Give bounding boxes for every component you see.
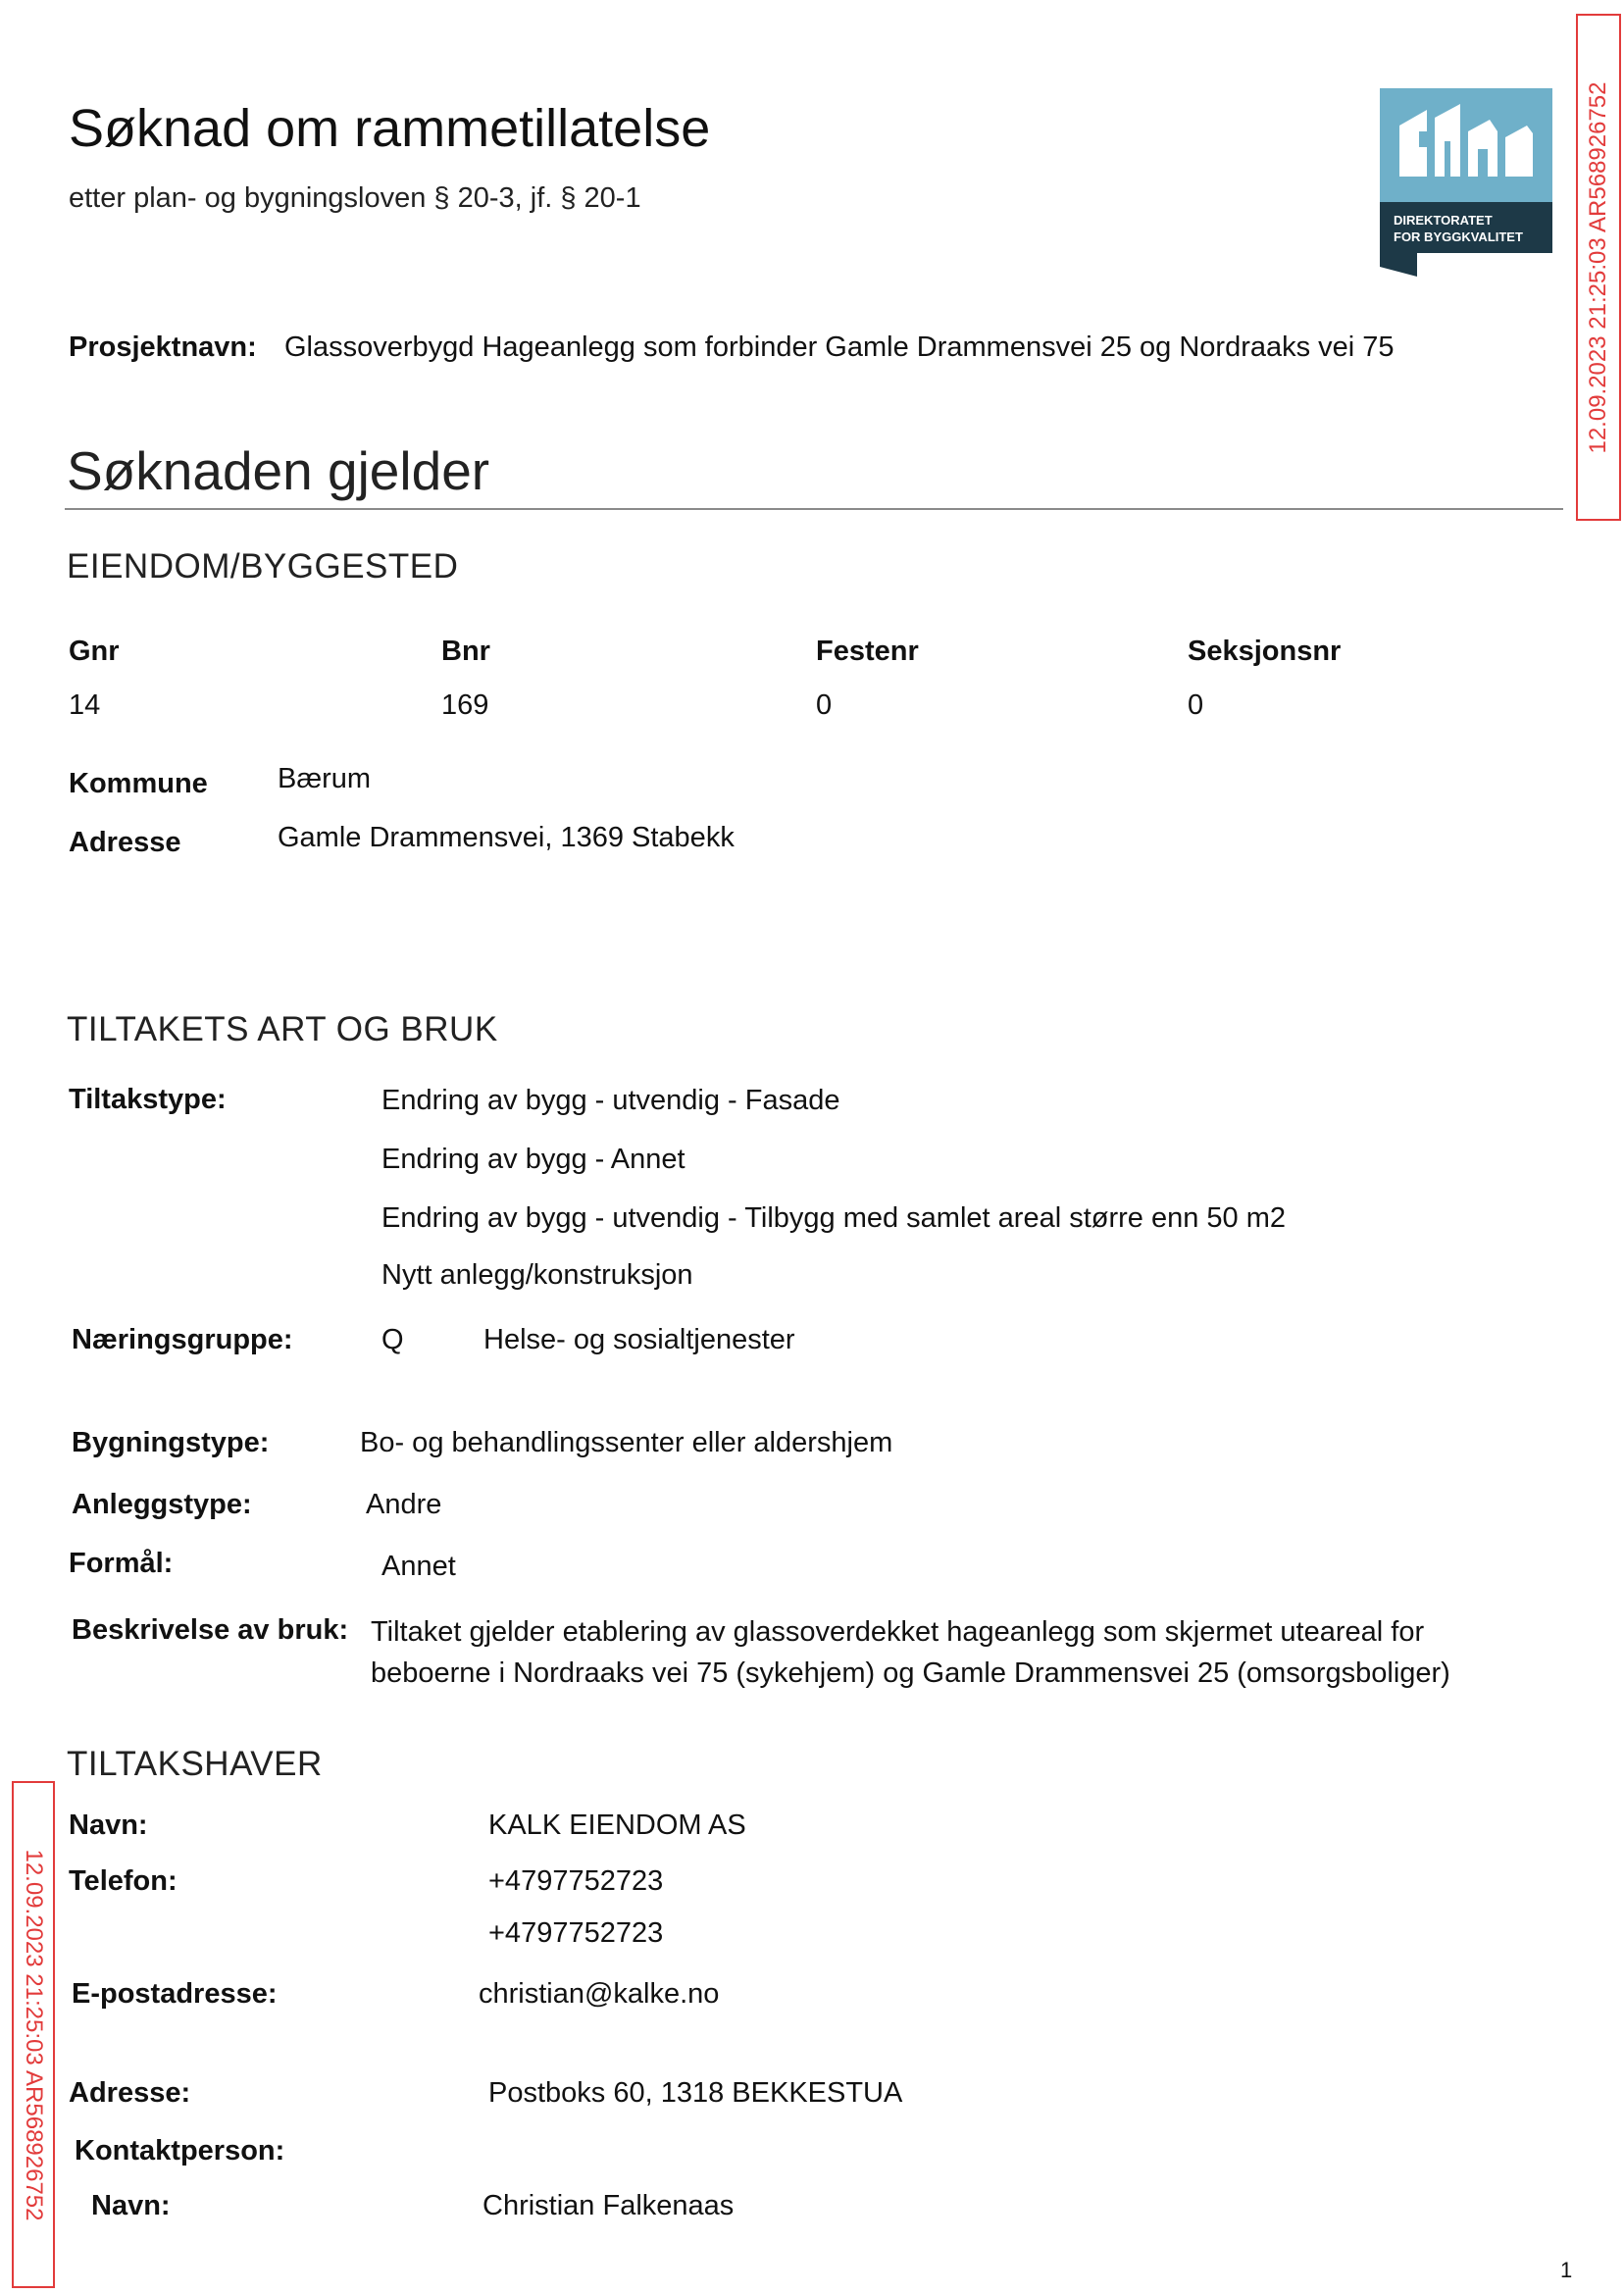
beskrivelse-label: Beskrivelse av bruk:	[72, 1614, 349, 1646]
anleggstype-label: Anleggstype:	[72, 1489, 252, 1520]
beskrivelse-value: Tiltaket gjelder etablering av glassoverdekket hageanlegg som skjermet uteareal for beboerne i Nordraaks vei 75 (sykehjem) og Gamle Drammensvei 25 (omsorgsboliger)	[371, 1616, 1450, 1689]
bnr-label: Bnr	[441, 636, 490, 667]
section-divider	[65, 508, 1563, 510]
epost-label: E-postadresse:	[72, 1978, 278, 2010]
tiltakshaver-adresse-value: Postboks 60, 1318 BEKKESTUA	[488, 2077, 903, 2109]
document-title: Søknad om rammetillatelse	[69, 99, 711, 158]
received-stamp	[12, 1781, 55, 2288]
property-heading: EIENDOM/BYGGESTED	[67, 547, 459, 586]
bygningstype-label: Bygningstype:	[72, 1427, 270, 1458]
kontakt-navn-value: Christian Falkenaas	[482, 2190, 735, 2221]
gnr-value: 14	[69, 689, 101, 721]
telefon-value: +4797752723	[488, 1865, 664, 1897]
navn-label: Navn:	[69, 1810, 148, 1841]
tiltakstype-item: Endring av bygg - utvendig - Fasade	[381, 1085, 840, 1116]
kontaktperson-label: Kontaktperson:	[75, 2135, 285, 2167]
received-stamp	[1576, 14, 1621, 521]
kommune-label: Kommune	[69, 768, 208, 799]
festenr-value: 0	[816, 689, 833, 721]
formaal-label: Formål:	[69, 1548, 174, 1579]
festenr-label: Festenr	[816, 636, 919, 667]
bnr-value: 169	[441, 689, 489, 721]
epost-value: christian@kalke.no	[479, 1978, 720, 2010]
gnr-label: Gnr	[69, 636, 120, 667]
kontakt-navn-label: Navn:	[91, 2190, 171, 2221]
seksjonsnr-value: 0	[1188, 689, 1204, 721]
project-name-label: Prosjektnavn:	[69, 331, 257, 363]
anleggstype-value: Andre	[366, 1489, 442, 1520]
dibk-logo-icon	[1380, 88, 1552, 277]
adresse-value: Gamle Drammensvei, 1369 Stabekk	[278, 822, 735, 853]
tiltakstype-label: Tiltakstype:	[69, 1084, 227, 1115]
naeringsgruppe-label: Næringsgruppe:	[72, 1324, 293, 1355]
tiltakstype-item: Endring av bygg - utvendig - Tilbygg med samlet areal større enn 50 m2	[381, 1202, 1287, 1234]
logo-text-line1: DIREKTORATET	[1394, 213, 1493, 228]
naeringsgruppe-value: Helse- og sosialtjenester	[483, 1324, 795, 1355]
received-stamp-text: 12.09.2023 21:25:03 AR568926752	[1585, 80, 1611, 454]
tiltak-heading: TILTAKETS ART OG BRUK	[67, 1010, 498, 1048]
navn-value: KALK EIENDOM AS	[488, 1810, 746, 1841]
tiltakshaver-heading: TILTAKSHAVER	[67, 1745, 323, 1783]
formaal-value: Annet	[381, 1551, 456, 1582]
tiltakshaver-adresse-label: Adresse:	[69, 2077, 191, 2109]
kommune-value: Bærum	[278, 763, 372, 794]
document-subtitle: etter plan- og bygningsloven § 20-3, jf. § 20-1	[69, 182, 641, 214]
logo-text-line2: FOR BYGGKVALITET	[1394, 229, 1523, 244]
adresse-label: Adresse	[69, 827, 181, 858]
section-title: Søknaden gjelder	[67, 440, 490, 501]
tiltakstype-item: Endring av bygg - Annet	[381, 1144, 685, 1175]
dibk-logo	[1380, 88, 1552, 277]
bygningstype-value: Bo- og behandlingssenter eller aldershjem	[360, 1427, 893, 1458]
seksjonsnr-label: Seksjonsnr	[1188, 636, 1342, 667]
page-number: 1	[1560, 2258, 1573, 2282]
tiltakstype-item: Nytt anlegg/konstruksjon	[381, 1259, 693, 1291]
received-stamp-text: 12.09.2023 21:25:03 AR568926752	[21, 1848, 47, 2221]
naeringsgruppe-code: Q	[381, 1324, 404, 1355]
telefon-label: Telefon:	[69, 1865, 178, 1897]
project-name-value: Glassoverbygd Hageanlegg som forbinder Gamle Drammensvei 25 og Nordraaks vei 75	[284, 331, 1395, 363]
telefon-value-2: +4797752723	[488, 1917, 664, 1949]
